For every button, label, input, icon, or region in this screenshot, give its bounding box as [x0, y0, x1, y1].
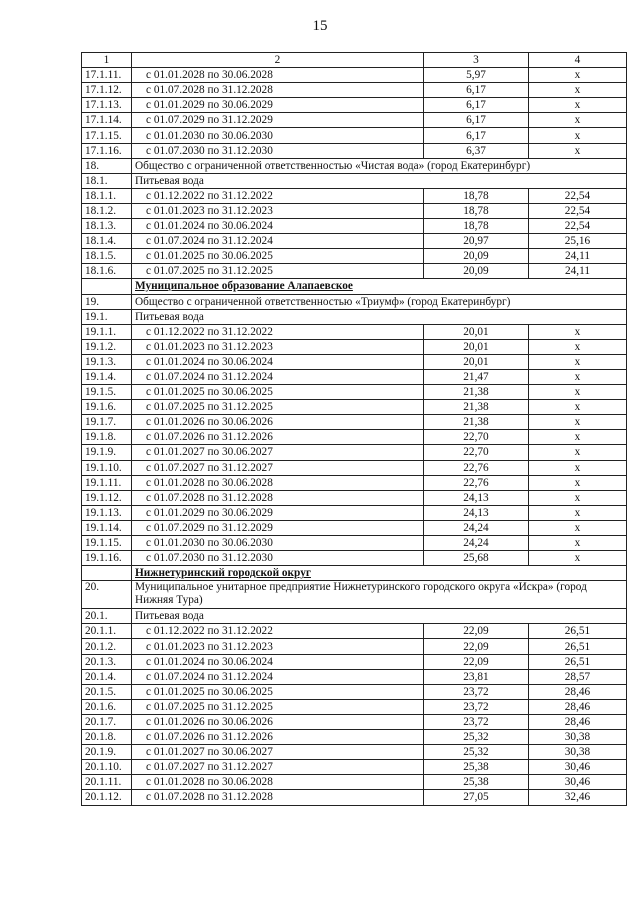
section-heading-row — [82, 566, 627, 581]
table-row — [82, 188, 627, 203]
organization-row — [82, 294, 627, 309]
tariff-value: 22,76 — [424, 475, 529, 490]
tariff-value: 22,70 — [424, 445, 529, 460]
tariff-vat-value: х — [529, 113, 627, 128]
tariff-value: 24,13 — [424, 505, 529, 520]
period-cell: с 01.01.2025 по 30.06.2025 — [132, 684, 424, 699]
period-cell: с 01.01.2027 по 30.06.2027 — [132, 745, 424, 760]
row-number — [82, 279, 132, 294]
row-number: 17.1.14. — [82, 113, 132, 128]
table-row — [82, 505, 627, 520]
table-row — [82, 339, 627, 354]
table-row — [82, 730, 627, 745]
tariff-value: 21,47 — [424, 369, 529, 384]
tariff-value: 20,97 — [424, 234, 529, 249]
period-cell: с 01.07.2024 по 31.12.2024 — [132, 669, 424, 684]
organization-name: Общество с ограниченной ответственностью «Чистая вода» (город Екатеринбург) — [132, 158, 627, 173]
organization-name: Питьевая вода — [132, 309, 627, 324]
tariff-vat-value: х — [529, 445, 627, 460]
tariff-vat-value: х — [529, 369, 627, 384]
tariff-value: 24,13 — [424, 490, 529, 505]
tariff-vat-value: х — [529, 551, 627, 566]
tariff-vat-value: 28,57 — [529, 669, 627, 684]
tariff-value: 20,09 — [424, 249, 529, 264]
row-number: 19.1.13. — [82, 505, 132, 520]
tariff-vat-value: х — [529, 505, 627, 520]
period-cell: с 01.01.2026 по 30.06.2026 — [132, 714, 424, 729]
tariff-value: 6,37 — [424, 143, 529, 158]
tariff-value: 21,38 — [424, 415, 529, 430]
tariff-table — [81, 52, 627, 806]
table-row — [82, 430, 627, 445]
column-header: 2 — [132, 53, 424, 68]
period-cell: с 01.07.2024 по 31.12.2024 — [132, 369, 424, 384]
tariff-vat-value: 26,51 — [529, 624, 627, 639]
tariff-vat-value: х — [529, 430, 627, 445]
column-header: 4 — [529, 53, 627, 68]
table-row — [82, 203, 627, 218]
row-number: 19.1.10. — [82, 460, 132, 475]
tariff-vat-value: х — [529, 460, 627, 475]
row-number: 18.1.1. — [82, 188, 132, 203]
tariff-value: 18,78 — [424, 219, 529, 234]
period-cell: с 01.07.2025 по 31.12.2025 — [132, 264, 424, 279]
tariff-vat-value: х — [529, 143, 627, 158]
row-number: 19.1.11. — [82, 475, 132, 490]
tariff-table-body — [82, 53, 627, 806]
tariff-vat-value: 22,54 — [529, 219, 627, 234]
period-cell: с 01.07.2028 по 31.12.2028 — [132, 490, 424, 505]
table-row — [82, 113, 627, 128]
tariff-value: 6,17 — [424, 83, 529, 98]
period-cell: с 01.01.2025 по 30.06.2025 — [132, 385, 424, 400]
table-row — [82, 551, 627, 566]
table-row — [82, 68, 627, 83]
row-number: 17.1.13. — [82, 98, 132, 113]
tariff-value: 25,68 — [424, 551, 529, 566]
tariff-value: 21,38 — [424, 400, 529, 415]
period-cell: с 01.12.2022 по 31.12.2022 — [132, 624, 424, 639]
row-number: 19.1.12. — [82, 490, 132, 505]
period-cell: с 01.07.2026 по 31.12.2026 — [132, 430, 424, 445]
table-row — [82, 264, 627, 279]
table-row — [82, 219, 627, 234]
table-row — [82, 354, 627, 369]
row-number: 18.1.4. — [82, 234, 132, 249]
period-cell: с 01.07.2027 по 31.12.2027 — [132, 760, 424, 775]
section-heading: Нижнетуринский городской округ — [132, 566, 627, 581]
row-number: 20.1.9. — [82, 745, 132, 760]
table-row — [82, 369, 627, 384]
tariff-vat-value: 26,51 — [529, 654, 627, 669]
period-cell: с 01.01.2024 по 30.06.2024 — [132, 219, 424, 234]
table-row — [82, 475, 627, 490]
tariff-value: 6,17 — [424, 128, 529, 143]
row-number: 20. — [82, 581, 132, 609]
period-cell: с 01.01.2028 по 30.06.2028 — [132, 68, 424, 83]
table-row — [82, 775, 627, 790]
tariff-vat-value: х — [529, 475, 627, 490]
table-row — [82, 790, 627, 805]
tariff-value: 25,38 — [424, 775, 529, 790]
tariff-vat-value: х — [529, 128, 627, 143]
row-number: 18.1.3. — [82, 219, 132, 234]
row-number: 20.1.5. — [82, 684, 132, 699]
organization-name: Муниципальное унитарное предприятие Нижнетуринского городского округа «Искра» (город Нижняя Тура) — [132, 581, 627, 609]
tariff-vat-value: х — [529, 385, 627, 400]
row-number: 18. — [82, 158, 132, 173]
tariff-vat-value: 28,46 — [529, 699, 627, 714]
tariff-vat-value: х — [529, 354, 627, 369]
row-number: 17.1.15. — [82, 128, 132, 143]
table-row — [82, 714, 627, 729]
period-cell: с 01.01.2024 по 30.06.2024 — [132, 654, 424, 669]
tariff-vat-value: х — [529, 415, 627, 430]
table-row — [82, 415, 627, 430]
table-row — [82, 745, 627, 760]
tariff-vat-value: 30,38 — [529, 730, 627, 745]
tariff-value: 22,70 — [424, 430, 529, 445]
row-number: 20.1. — [82, 609, 132, 624]
tariff-vat-value: 30,46 — [529, 775, 627, 790]
period-cell: с 01.01.2024 по 30.06.2024 — [132, 354, 424, 369]
organization-row — [82, 581, 627, 609]
section-heading: Муниципальное образование Алапаевское — [132, 279, 627, 294]
table-row — [82, 385, 627, 400]
tariff-vat-value: 22,54 — [529, 188, 627, 203]
table-row — [82, 760, 627, 775]
row-number: 18.1. — [82, 173, 132, 188]
period-cell: с 01.01.2029 по 30.06.2029 — [132, 505, 424, 520]
period-cell: с 01.07.2024 по 31.12.2024 — [132, 234, 424, 249]
table-row — [82, 445, 627, 460]
tariff-vat-value: 32,46 — [529, 790, 627, 805]
table-row — [82, 234, 627, 249]
tariff-value: 18,78 — [424, 188, 529, 203]
period-cell: с 01.01.2023 по 31.12.2023 — [132, 339, 424, 354]
organization-row — [82, 309, 627, 324]
period-cell: с 01.01.2027 по 30.06.2027 — [132, 445, 424, 460]
tariff-value: 24,24 — [424, 536, 529, 551]
row-number: 18.1.6. — [82, 264, 132, 279]
table-row — [82, 460, 627, 475]
row-number: 17.1.12. — [82, 83, 132, 98]
row-number: 19. — [82, 294, 132, 309]
tariff-vat-value: 30,38 — [529, 745, 627, 760]
row-number: 18.1.5. — [82, 249, 132, 264]
column-header: 1 — [82, 53, 132, 68]
row-number: 20.1.11. — [82, 775, 132, 790]
organization-row — [82, 173, 627, 188]
tariff-value: 23,72 — [424, 714, 529, 729]
row-number: 20.1.8. — [82, 730, 132, 745]
tariff-value: 23,72 — [424, 684, 529, 699]
row-number: 18.1.2. — [82, 203, 132, 218]
organization-row — [82, 158, 627, 173]
row-number: 17.1.16. — [82, 143, 132, 158]
row-number: 19.1.8. — [82, 430, 132, 445]
table-row — [82, 624, 627, 639]
tariff-value: 23,81 — [424, 669, 529, 684]
period-cell: с 01.01.2026 по 30.06.2026 — [132, 415, 424, 430]
table-row — [82, 654, 627, 669]
period-cell: с 01.07.2026 по 31.12.2026 — [132, 730, 424, 745]
tariff-value: 22,09 — [424, 639, 529, 654]
tariff-vat-value: 24,11 — [529, 264, 627, 279]
table-row — [82, 639, 627, 654]
table-row — [82, 249, 627, 264]
period-cell: с 01.07.2025 по 31.12.2025 — [132, 400, 424, 415]
row-number: 19.1.7. — [82, 415, 132, 430]
table-header-row — [82, 53, 627, 68]
row-number: 19.1.16. — [82, 551, 132, 566]
row-number: 20.1.7. — [82, 714, 132, 729]
tariff-vat-value: х — [529, 324, 627, 339]
tariff-value: 20,01 — [424, 324, 529, 339]
table-row — [82, 490, 627, 505]
tariff-vat-value: х — [529, 520, 627, 535]
row-number: 20.1.6. — [82, 699, 132, 714]
tariff-vat-value: х — [529, 339, 627, 354]
period-cell: с 01.07.2027 по 31.12.2027 — [132, 460, 424, 475]
row-number: 19.1.2. — [82, 339, 132, 354]
row-number: 19.1. — [82, 309, 132, 324]
row-number: 20.1.10. — [82, 760, 132, 775]
row-number: 17.1.11. — [82, 68, 132, 83]
period-cell: с 01.01.2030 по 30.06.2030 — [132, 536, 424, 551]
tariff-value: 25,38 — [424, 760, 529, 775]
table-row — [82, 128, 627, 143]
tariff-vat-value: х — [529, 98, 627, 113]
tariff-value: 25,32 — [424, 730, 529, 745]
period-cell: с 01.01.2030 по 30.06.2030 — [132, 128, 424, 143]
row-number: 19.1.14. — [82, 520, 132, 535]
tariff-value: 18,78 — [424, 203, 529, 218]
organization-row — [82, 609, 627, 624]
tariff-vat-value: х — [529, 400, 627, 415]
row-number: 20.1.2. — [82, 639, 132, 654]
table-row — [82, 684, 627, 699]
period-cell: с 01.12.2022 по 31.12.2022 — [132, 188, 424, 203]
table-row — [82, 699, 627, 714]
row-number: 19.1.4. — [82, 369, 132, 384]
tariff-value: 20,09 — [424, 264, 529, 279]
table-row — [82, 324, 627, 339]
tariff-value: 20,01 — [424, 339, 529, 354]
row-number: 19.1.15. — [82, 536, 132, 551]
table-row — [82, 400, 627, 415]
row-number: 19.1.6. — [82, 400, 132, 415]
tariff-value: 20,01 — [424, 354, 529, 369]
period-cell: с 01.01.2023 по 31.12.2023 — [132, 639, 424, 654]
section-heading-row — [82, 279, 627, 294]
tariff-vat-value: 28,46 — [529, 684, 627, 699]
column-header: 3 — [424, 53, 529, 68]
row-number — [82, 566, 132, 581]
tariff-vat-value: 24,11 — [529, 249, 627, 264]
period-cell: с 01.01.2023 по 31.12.2023 — [132, 203, 424, 218]
tariff-vat-value: 25,16 — [529, 234, 627, 249]
row-number: 19.1.1. — [82, 324, 132, 339]
row-number: 19.1.5. — [82, 385, 132, 400]
tariff-vat-value: 22,54 — [529, 203, 627, 218]
row-number: 20.1.4. — [82, 669, 132, 684]
period-cell: с 01.07.2028 по 31.12.2028 — [132, 83, 424, 98]
period-cell: с 01.07.2025 по 31.12.2025 — [132, 699, 424, 714]
page-number: 15 — [312, 18, 328, 34]
tariff-value: 25,32 — [424, 745, 529, 760]
table-row — [82, 669, 627, 684]
table-row — [82, 520, 627, 535]
tariff-value: 24,24 — [424, 520, 529, 535]
period-cell: с 01.07.2030 по 31.12.2030 — [132, 551, 424, 566]
row-number: 19.1.3. — [82, 354, 132, 369]
table-row — [82, 143, 627, 158]
tariff-value: 21,38 — [424, 385, 529, 400]
row-number: 20.1.12. — [82, 790, 132, 805]
tariff-vat-value: 26,51 — [529, 639, 627, 654]
table-row — [82, 98, 627, 113]
tariff-vat-value: 28,46 — [529, 714, 627, 729]
tariff-value: 27,05 — [424, 790, 529, 805]
organization-name: Питьевая вода — [132, 609, 627, 624]
tariff-vat-value: х — [529, 490, 627, 505]
row-number: 20.1.1. — [82, 624, 132, 639]
period-cell: с 01.01.2025 по 30.06.2025 — [132, 249, 424, 264]
tariff-value: 6,17 — [424, 98, 529, 113]
tariff-vat-value: х — [529, 536, 627, 551]
tariff-value: 23,72 — [424, 699, 529, 714]
tariff-value: 5,97 — [424, 68, 529, 83]
table-row — [82, 536, 627, 551]
tariff-vat-value: х — [529, 68, 627, 83]
period-cell: с 01.07.2029 по 31.12.2029 — [132, 520, 424, 535]
tariff-value: 6,17 — [424, 113, 529, 128]
period-cell: с 01.01.2028 по 30.06.2028 — [132, 775, 424, 790]
organization-name: Общество с ограниченной ответственностью «Триумф» (город Екатеринбург) — [132, 294, 627, 309]
period-cell: с 01.07.2029 по 31.12.2029 — [132, 113, 424, 128]
period-cell: с 01.07.2030 по 31.12.2030 — [132, 143, 424, 158]
period-cell: с 01.07.2028 по 31.12.2028 — [132, 790, 424, 805]
period-cell: с 01.01.2029 по 30.06.2029 — [132, 98, 424, 113]
tariff-value: 22,09 — [424, 654, 529, 669]
table-row — [82, 83, 627, 98]
tariff-vat-value: х — [529, 83, 627, 98]
row-number: 19.1.9. — [82, 445, 132, 460]
organization-name: Питьевая вода — [132, 173, 627, 188]
period-cell: с 01.12.2022 по 31.12.2022 — [132, 324, 424, 339]
period-cell: с 01.01.2028 по 30.06.2028 — [132, 475, 424, 490]
tariff-value: 22,09 — [424, 624, 529, 639]
tariff-value: 22,76 — [424, 460, 529, 475]
tariff-vat-value: 30,46 — [529, 760, 627, 775]
row-number: 20.1.3. — [82, 654, 132, 669]
